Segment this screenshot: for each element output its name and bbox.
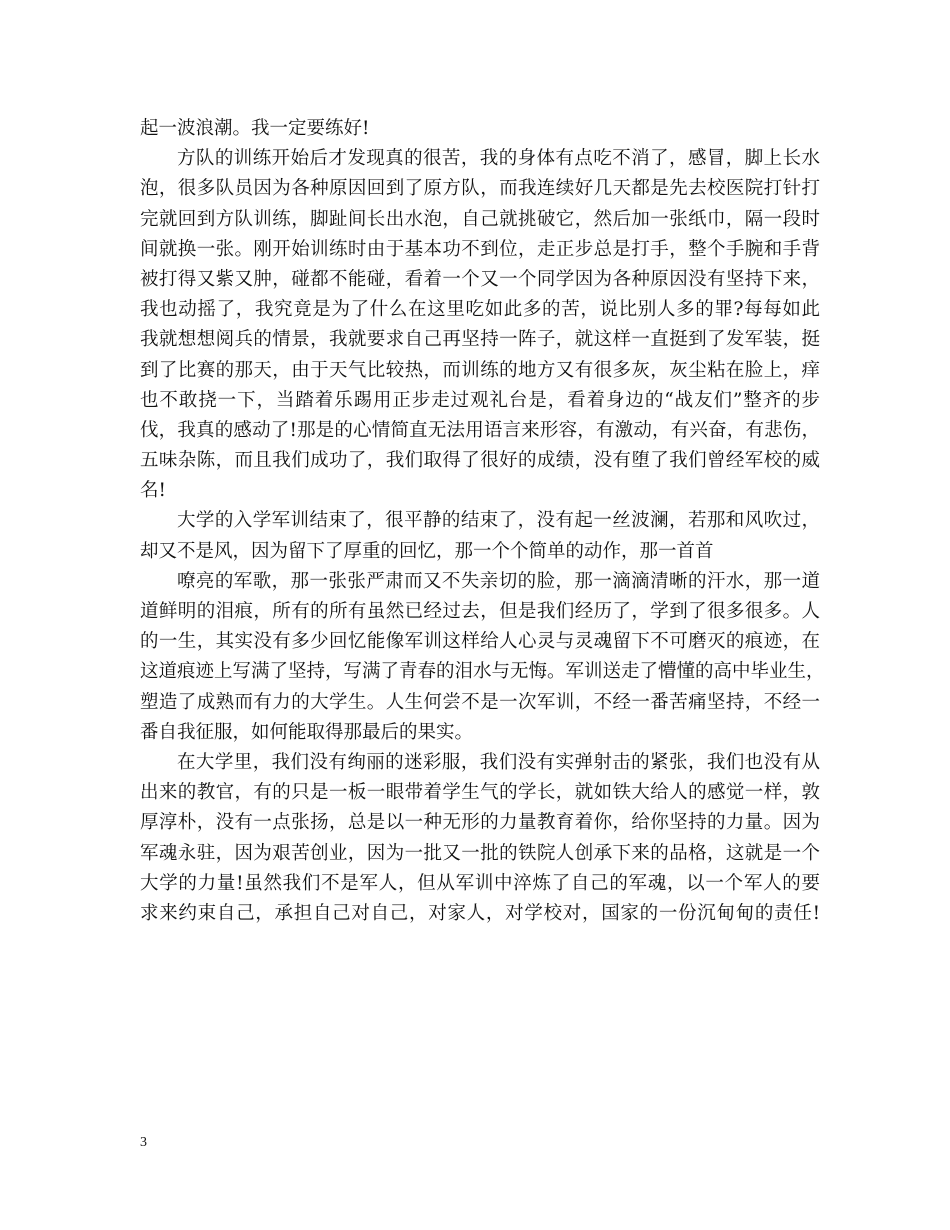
document-body	[140, 114, 825, 929]
text-line: 到了比赛的那天，由于天气比较热，而训练的地方又有很多灰，灰尘粘在脸上，痒	[140, 359, 820, 381]
text-line: 大学的入学军训结束了，很平静的结束了，没有起一丝波澜，若那和风吹过，	[177, 510, 820, 532]
text-line: 伐，我真的感动了!那是的心情简直无法用语言来形容，有激动，有兴奋，有悲伤，	[140, 419, 820, 441]
text-line: 名!	[140, 480, 166, 502]
text-line: 番自我征服，如何能取得那最后的果实。	[140, 721, 474, 743]
text-line: 我也动摇了，我究竟是为了什么在这里吃如此多的苦，说比别人多的罪?每每如此	[140, 299, 820, 321]
text-line: 嘹亮的军歌，那一张张严肃而又不失亲切的脸，那一滴滴清晰的汗水，那一道	[177, 570, 820, 592]
text-line: 出来的教官，有的只是一板一眼带着学生气的学长，就如铁大给人的感觉一样，敦	[140, 782, 820, 804]
text-line: 道鲜明的泪痕，所有的所有虽然已经过去，但是我们经历了，学到了很多很多。人	[140, 601, 820, 622]
text-line: 方队的训练开始后才发现真的很苦，我的身体有点吃不消了，感冒，脚上长水	[177, 148, 820, 170]
text-line: 泡，很多队员因为各种原因回到了原方队，而我连续好几天都是先去校医院打针打	[140, 178, 820, 200]
text-line: 被打得又紫又肿，碰都不能碰，看着一个又一个同学因为各种原因没有坚持下来，	[140, 268, 820, 290]
text-line: 完就回到方队训练，脚趾间长出水泡，自己就挑破它，然后加一张纸巾，隔一段时	[140, 208, 820, 230]
text-line: 这道痕迹上写满了坚持，写满了青春的泪水与无悔。军训送走了懵懂的高中毕业生，	[140, 661, 825, 683]
text-line: 也不敢挠一下，当踏着乐踢用正步走过观礼台是，看着身边的“战友们”整齐的步	[140, 389, 820, 411]
text-line: 五味杂陈，而且我们成功了，我们取得了很好的成绩，没有堕了我们曾经军校的威	[140, 450, 820, 472]
text-line: 塑造了成熟而有力的大学生。人生何尝不是一次军训，不经一番苦痛坚持，不经一	[140, 691, 820, 713]
text-line: 厚淳朴，没有一点张扬，总是以一种无形的力量教育着你，给你坚持的力量。因为	[140, 812, 820, 834]
text-line: 的一生，其实没有多少回忆能像军训这样给人心灵与灵魂留下不可磨灭的痕迹，在	[140, 631, 820, 653]
text-line: 军魂永驻，因为艰苦创业，因为一批又一批的铁院人创承下来的品格，这就是一个	[140, 842, 820, 864]
text-line: 间就换一张。刚开始训练时由于基本功不到位，走正步总是打手，整个手腕和手背	[140, 238, 820, 260]
text-line: 我就想想阅兵的情景，我就要求自己再坚持一阵子，就这样一直挺到了发军装，挺	[140, 329, 820, 351]
text-line: 大学的力量!虽然我们不是军人，但从军训中淬炼了自己的军魂，以一个军人的要	[140, 872, 820, 894]
text-line: 在大学里，我们没有绚丽的迷彩服，我们没有实弹射击的紧张，我们也没有从	[177, 751, 820, 773]
text-line: 求来约束自己，承担自己对自己，对家人，对学校对，国家的一份沉甸甸的责任!	[140, 902, 820, 924]
page-number: 3	[140, 1135, 147, 1150]
text-line: 却又不是风，因为留下了厚重的回忆，那一个个简单的动作，那一首首	[140, 540, 714, 562]
text-line: 起一波浪潮。我一定要练好!	[140, 118, 370, 139]
